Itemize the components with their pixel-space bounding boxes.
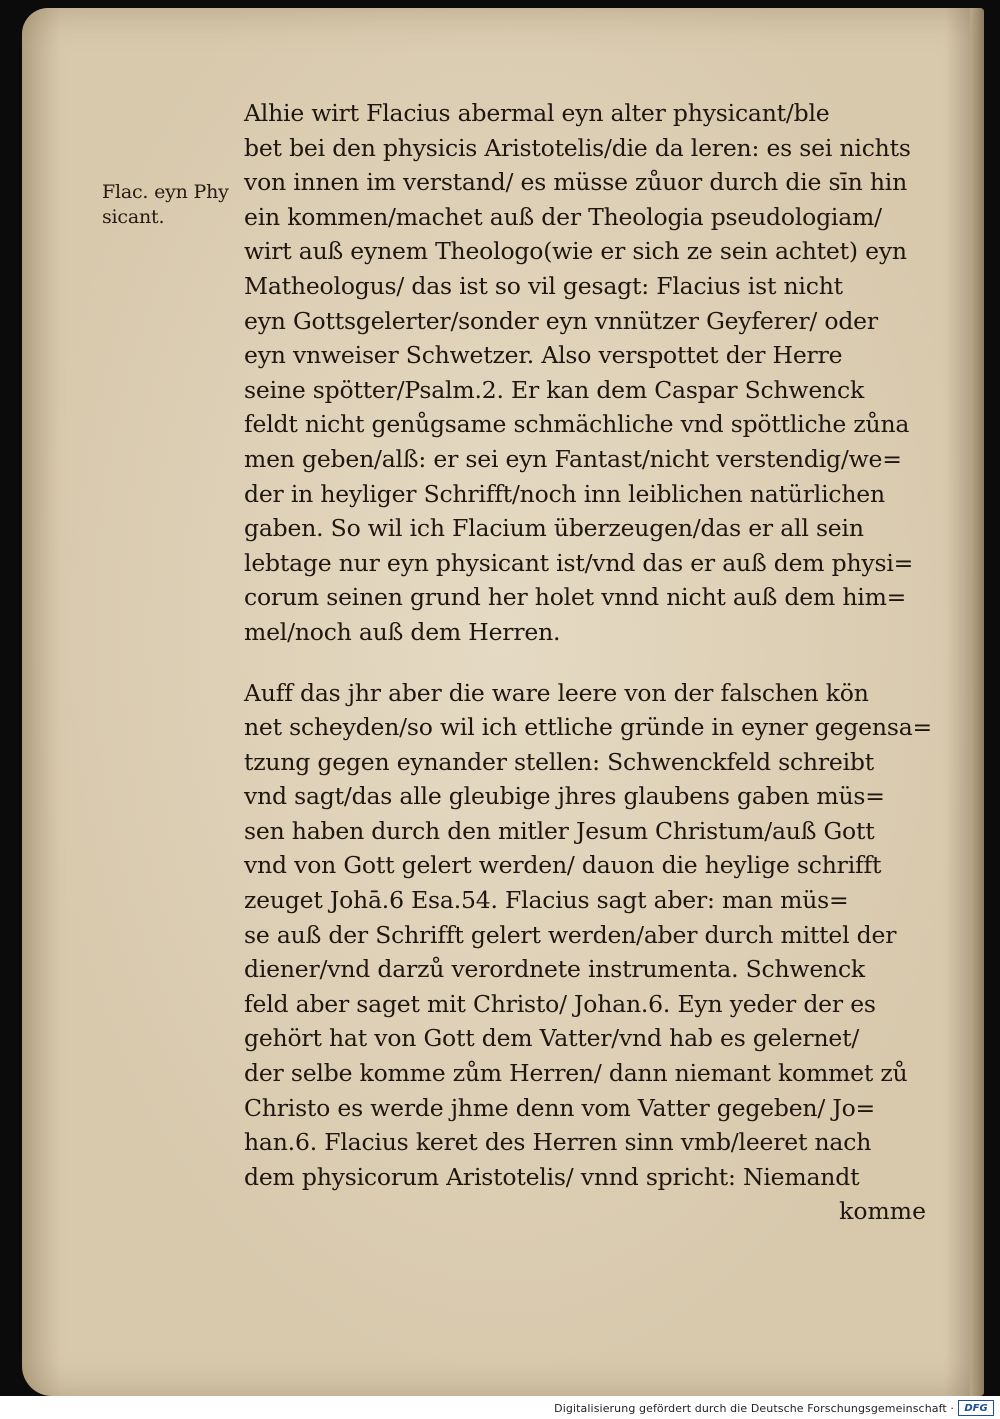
text-line: Alhie wirt Flacius abermal eyn alter physicant/ble [244, 99, 830, 127]
text-line: seine spötter/Psalm.2. Er kan dem Caspar Schwenck [244, 375, 864, 404]
paragraph-2 [244, 676, 934, 1230]
text-line: wirt auß eynem Theologo(wie er sich ze sein achtet) eyn [244, 237, 907, 266]
text-line: zeuget Johā.6 Esa.54. Flacius sagt aber: man müs= [244, 886, 849, 915]
text-line: diener/vnd darzů verordnete instrumenta. Schwenck [244, 955, 865, 984]
text-line: lebtage nur eyn physicant ist/vnd das er auß dem physi= [244, 548, 914, 577]
text-line: han.6. Flacius keret des Herren sinn vmb/leeret nach [244, 1128, 872, 1157]
text-line: eyn Gottsgelerter/sonder eyn vnnützer Geyferer/ oder [244, 306, 878, 335]
page-edge [970, 8, 984, 1396]
text-line: von innen im verstand/ es müsse zůuor durch die sīn hin [244, 168, 908, 197]
dfg-logo: DFG [958, 1400, 994, 1416]
margin-note [102, 180, 242, 230]
text-line: net scheyden/so wil ich ettliche gründe in eyner gegensa= [244, 713, 932, 742]
text-line: feld aber saget mit Christo/ Johan.6. Eyn yeder der es [244, 989, 876, 1018]
footer-bar [0, 1396, 1000, 1419]
text-line: eyn vnweiser Schwetzer. Also verspottet der Herre [244, 341, 843, 370]
text-line: vnd sagt/das alle gleubige jhres glaubens gaben müs= [244, 782, 885, 811]
text-line: men geben/alß: er sei eyn Fantast/nicht verstendig/we= [244, 444, 902, 473]
text-line: tzung gegen eynander stellen: Schwenckfeld schreibt [244, 747, 874, 776]
text-line: vnd von Gott gelert werden/ dauon die heylige schrifft [244, 851, 882, 880]
funding-notice: Digitalisierung gefördert durch die Deutsche Forschungsgemeinschaft · [554, 1402, 954, 1415]
text-line: se auß der Schrifft gelert werden/aber durch mittel der [244, 920, 897, 949]
text-line: Auff das jhr aber die ware leere von der falschen kön [244, 678, 869, 707]
text-line: mel/noch auß dem Herren. [244, 617, 561, 646]
text-line: Matheologus/ das ist so vil gesagt: Flacius ist nicht [244, 271, 843, 300]
text-line: gaben. So wil ich Flacium überzeugen/das er all sein [244, 514, 864, 543]
catchword: komme [839, 1197, 926, 1226]
text-line: sen haben durch den mitler Jesum Christum/auß Gott [244, 816, 875, 845]
text-line: der in heyliger Schrifft/noch inn leiblichen natürlichen [244, 479, 885, 508]
text-line: dem physicorum Aristotelis/ vnnd spricht: Niemandt [244, 1162, 860, 1191]
text-line: gehört hat von Gott dem Vatter/vnd hab es gelernet/ [244, 1024, 860, 1053]
margin-note-line: Flac. eyn Phy [102, 181, 229, 203]
text-line: ein kommen/machet auß der Theologia pseudologiam/ [244, 202, 882, 231]
text-line: bet bei den physicis Aristotelis/die da leren: es sei nichts [244, 133, 911, 162]
text-line: der selbe komme zům Herren/ dann niemant kommet zů [244, 1059, 908, 1088]
text-line: feldt nicht genůgsame schmächliche vnd spöttliche zůna [244, 410, 910, 439]
main-text-block [244, 96, 934, 1229]
paragraph-1 [244, 96, 934, 650]
text-line: corum seinen grund her holet vnnd nicht auß dem him= [244, 583, 907, 612]
text-line: Christo es werde jhme denn vom Vatter gegeben/ Jo= [244, 1093, 876, 1122]
margin-note-line: sicant. [102, 206, 165, 228]
book-page [22, 8, 984, 1396]
